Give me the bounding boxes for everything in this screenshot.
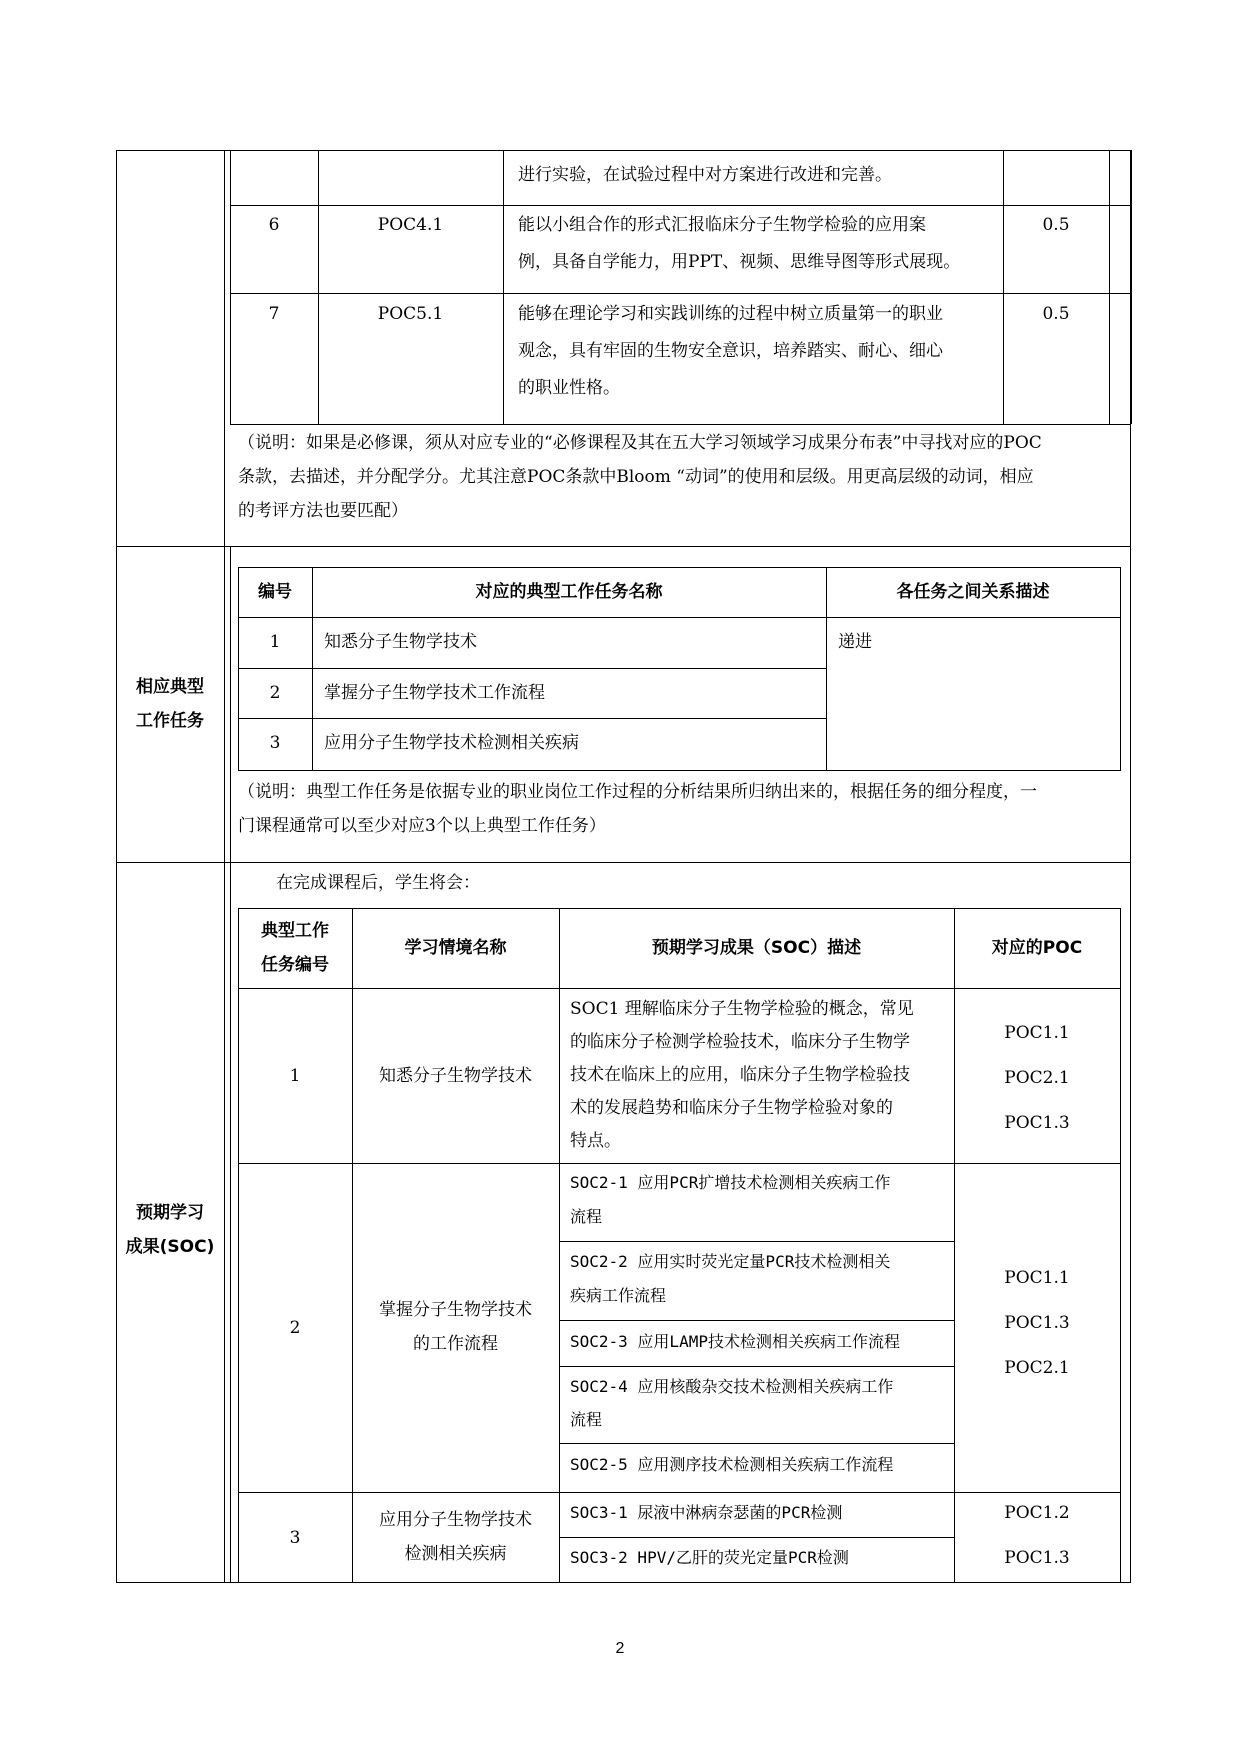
soc1-line-1: SOC1 理解临床分子生物学检验的概念，常见 xyxy=(570,999,914,1019)
page-number: 2 xyxy=(615,1640,625,1657)
soc-header-task-no-line-1: 典型工作 xyxy=(261,921,329,941)
soc3-2-line-1: SOC3-2 HPV/乙肝的荧光定量PCR检测 xyxy=(570,1548,849,1567)
soc-intro: 在完成课程后，学生将会： xyxy=(276,873,480,893)
soc2-1-line-2: 流程 xyxy=(570,1207,603,1226)
soc-group-1-no: 1 xyxy=(289,1066,301,1086)
task-row-3-name: 应用分子生物学技术检测相关疾病 xyxy=(324,733,579,753)
soc2-2-line-1: SOC2-2 应用实时荧光定量PCR技术检测相关 xyxy=(570,1252,891,1271)
soc-group-2-context-line-1: 掌握分子生物学技术 xyxy=(379,1300,532,1320)
soc-header-task-no-line-2: 任务编号 xyxy=(261,955,329,975)
soc-group-3-poc-2: POC1.3 xyxy=(1004,1548,1070,1568)
soc2-4-line-1: SOC2-4 应用核酸杂交技术检测相关疾病工作 xyxy=(570,1377,894,1396)
task-row-2-name: 掌握分子生物学技术工作流程 xyxy=(324,683,545,703)
soc-header-desc: 预期学习成果（SOC）描述 xyxy=(651,938,862,958)
soc2-2-line-2: 疾病工作流程 xyxy=(570,1286,667,1305)
poc-row-0-desc-line-1: 进行实验，在试验过程中对方案进行改进和完善。 xyxy=(518,165,892,185)
soc-group-2-poc-3: POC2.1 xyxy=(1004,1358,1070,1378)
tasks-header-relation: 各任务之间关系描述 xyxy=(896,582,1050,602)
poc-note-line-2: 条款，去描述，并分配学分。尤其注意POC条款中Bloom “动词”的使用和层级。用更高层级的动词，相应 xyxy=(238,467,1034,487)
soc-group-3-context-line-2: 检测相关疾病 xyxy=(404,1544,507,1564)
tasks-section-label-line-1: 相应典型 xyxy=(136,677,204,697)
poc-row-7-desc-line-1: 能够在理论学习和实践训练的过程中树立质量第一的职业 xyxy=(518,304,943,324)
tasks-relation-value: 递进 xyxy=(838,632,872,652)
soc-header-poc: 对应的POC xyxy=(991,938,1083,958)
soc-group-1-poc-2: POC2.1 xyxy=(1004,1068,1070,1088)
poc-row-6-credit: 0.5 xyxy=(1042,215,1070,235)
poc-row-7-code: POC5.1 xyxy=(377,304,444,324)
tasks-header-no: 编号 xyxy=(258,582,292,602)
soc2-4-line-2: 流程 xyxy=(570,1410,603,1429)
poc-row-7-desc-line-3: 的职业性格。 xyxy=(518,378,620,398)
poc-row-6-desc-line-2: 例，具备自学能力，用PPT、视频、思维导图等形式展现。 xyxy=(518,252,961,272)
task-row-3-no: 3 xyxy=(269,733,281,753)
poc-row-7-number: 7 xyxy=(268,304,280,324)
soc1-line-5: 特点。 xyxy=(570,1131,621,1151)
soc-group-2-poc-1: POC1.1 xyxy=(1004,1268,1070,1288)
task-row-2-no: 2 xyxy=(269,683,281,703)
tasks-note-line-2: 门课程通常可以至少对应3个以上典型工作任务） xyxy=(238,816,606,836)
poc-note-line-3: 的考评方法也要匹配） xyxy=(238,501,408,521)
tasks-note-line-1: （说明：典型工作任务是依据专业的职业岗位工作过程的分析结果所归纳出来的，根据任务的细分程度，一 xyxy=(238,782,1037,802)
soc-section-label-line-1: 预期学习 xyxy=(136,1203,204,1223)
soc-group-2-context-line-2: 的工作流程 xyxy=(413,1334,498,1354)
poc-row-6-desc-line-1: 能以小组合作的形式汇报临床分子生物学检验的应用案 xyxy=(518,215,926,235)
soc2-5-line-1: SOC2-5 应用测序技术检测相关疾病工作流程 xyxy=(570,1455,894,1474)
poc-row-6-code: POC4.1 xyxy=(377,215,444,235)
tasks-section-label-line-2: 工作任务 xyxy=(136,711,204,731)
soc-group-3-poc-1: POC1.2 xyxy=(1004,1503,1070,1523)
soc-group-3-context-line-1: 应用分子生物学技术 xyxy=(379,1510,532,1530)
poc-row-6-number: 6 xyxy=(268,215,280,235)
task-row-1-name: 知悉分子生物学技术 xyxy=(324,632,477,652)
soc-group-1-context: 知悉分子生物学技术 xyxy=(379,1066,532,1086)
poc-note-line-1: （说明：如果是必修课，须从对应专业的“必修课程及其在五大学习领域学习成果分布表”中寻找对应的POC xyxy=(238,433,1042,453)
soc1-line-4: 术的发展趋势和临床分子生物学检验对象的 xyxy=(570,1098,893,1118)
soc-group-1-poc-1: POC1.1 xyxy=(1004,1023,1070,1043)
soc-group-2-poc-2: POC1.3 xyxy=(1004,1313,1070,1333)
poc-row-7-desc-line-2: 观念，具有牢固的生物安全意识，培养踏实、耐心、细心 xyxy=(518,341,943,361)
soc1-line-3: 技术在临床上的应用，临床分子生物学检验技 xyxy=(570,1065,910,1085)
poc-row-7-credit: 0.5 xyxy=(1042,304,1070,324)
soc-group-1-poc-3: POC1.3 xyxy=(1004,1113,1070,1133)
soc-group-2-no: 2 xyxy=(289,1318,301,1338)
soc3-1-line-1: SOC3-1 尿液中淋病奈瑟菌的PCR检测 xyxy=(570,1503,843,1522)
soc1-line-2: 的临床分子检测学检验技术，临床分子生物学 xyxy=(570,1032,910,1052)
task-row-1-no: 1 xyxy=(269,632,281,652)
soc2-3-line-1: SOC2-3 应用LAMP技术检测相关疾病工作流程 xyxy=(570,1332,900,1351)
soc-group-3-no: 3 xyxy=(289,1528,301,1548)
soc-section-label-line-2: 成果(SOC) xyxy=(125,1237,215,1257)
soc2-1-line-1: SOC2-1 应用PCR扩增技术检测相关疾病工作 xyxy=(570,1173,891,1192)
soc-header-context: 学习情境名称 xyxy=(404,938,507,958)
tasks-header-name: 对应的典型工作任务名称 xyxy=(475,582,663,602)
